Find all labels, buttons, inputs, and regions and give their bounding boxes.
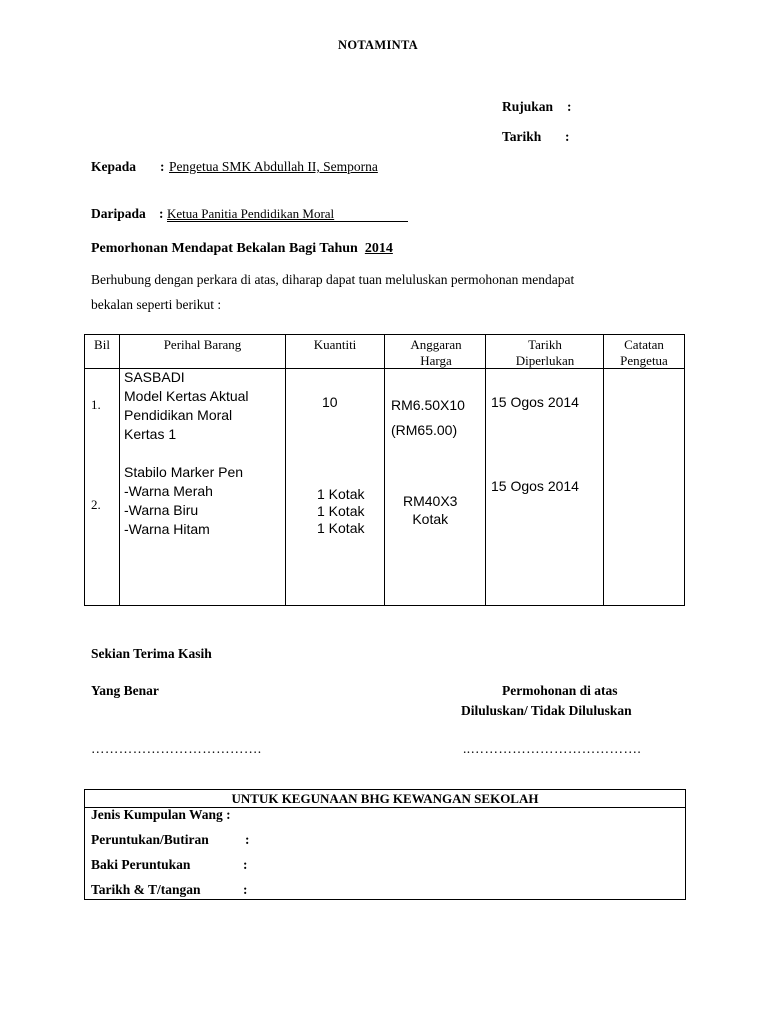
finance-box xyxy=(84,789,686,900)
row1-harga xyxy=(391,393,465,443)
header-catatan: Catatan Pengetua xyxy=(620,337,668,368)
kepada-colon: : xyxy=(160,159,165,174)
finance-title: UNTUK KEGUNAAN BHG KEWANGAN SEKOLAH xyxy=(85,790,685,808)
finance-row-peruntukan: Peruntukan/Butiran xyxy=(91,832,209,847)
finance-row-tarikh: Tarikh & T/tangan xyxy=(91,882,201,897)
daripada-underline xyxy=(167,221,408,222)
approval-line-1: Permohonan di atas xyxy=(502,683,618,698)
kepada-value: Pengetua SMK Abdullah II, Semporna xyxy=(169,159,378,174)
kepada-label: Kepada xyxy=(91,159,137,174)
row2-perihal-line: -Warna Merah xyxy=(124,483,213,499)
table-divider xyxy=(285,335,286,605)
signature-line-left: ………………………………. xyxy=(91,741,262,756)
body-line-1: Berhubung dengan perkara di atas, diharap dapat tuan meluluskan permohonan mendapat xyxy=(91,272,575,287)
finance-row-baki: Baki Peruntukan xyxy=(91,857,191,872)
rujukan-label: Rujukan xyxy=(502,99,554,114)
row1-perihal xyxy=(124,368,249,444)
row2-perihal-line: Stabilo Marker Pen xyxy=(124,464,244,480)
row1-tarikh: 15 Ogos 2014 xyxy=(491,394,579,410)
table-divider xyxy=(119,335,120,605)
row1-perihal-line: SASBADI xyxy=(124,369,185,385)
document-title: NOTAMINTA xyxy=(338,38,419,52)
row2-kuantiti-line: 1 Kotak xyxy=(317,486,365,502)
table-divider xyxy=(485,335,486,605)
finance-row-peruntukan-colon: : xyxy=(245,832,250,847)
closing-text: Sekian Terima Kasih xyxy=(91,646,212,661)
tarikh-label: Tarikh xyxy=(502,129,542,144)
finance-row-baki-colon: : xyxy=(243,857,248,872)
row2-kuantiti-line: 1 Kotak xyxy=(317,520,365,536)
row1-perihal-line: Pendidikan Moral xyxy=(124,407,233,423)
row2-tarikh: 15 Ogos 2014 xyxy=(491,478,579,494)
finance-row-tarikh-colon: : xyxy=(243,882,248,897)
row2-harga-line: Kotak xyxy=(412,511,449,527)
row1-kuantiti: 10 xyxy=(322,394,338,410)
row1-harga-line: RM6.50X10 xyxy=(391,397,465,413)
header-anggaran: Anggaran Harga xyxy=(410,337,462,368)
row2-kuantiti-line: 1 Kotak xyxy=(317,503,365,519)
subject-text: Pemorhonan Mendapat Bekalan Bagi Tahun xyxy=(91,241,358,256)
row2-perihal xyxy=(124,463,243,539)
row2-kuantiti xyxy=(317,486,364,537)
row2-perihal-line: -Warna Hitam xyxy=(124,521,210,537)
daripada-colon: : xyxy=(159,206,164,221)
row2-harga xyxy=(403,492,457,528)
table-divider xyxy=(384,335,385,605)
tarikh-colon: : xyxy=(565,129,570,144)
finance-row-jenis: Jenis Kumpulan Wang : xyxy=(91,807,231,822)
subject-line xyxy=(91,241,393,257)
yang-benar: Yang Benar xyxy=(91,683,159,698)
daripada-value: Ketua Panitia Pendidikan Moral xyxy=(167,206,335,221)
row2-bil: 2. xyxy=(91,497,101,512)
rujukan-colon: : xyxy=(567,99,572,114)
items-table xyxy=(84,334,685,606)
row1-perihal-line: Model Kertas Aktual xyxy=(124,388,249,404)
signature-line-right: ..………………………………. xyxy=(463,741,642,756)
header-bil: Bil xyxy=(94,337,110,352)
daripada-label: Daripada xyxy=(91,206,146,221)
header-tarikh: Tarikh Diperlukan xyxy=(515,337,575,368)
row2-harga-line: RM40X3 xyxy=(403,493,458,509)
row1-perihal-line: Kertas 1 xyxy=(124,426,177,442)
header-kuantiti: Kuantiti xyxy=(313,337,357,352)
subject-year: 2014 xyxy=(364,241,393,256)
row2-perihal-line: -Warna Biru xyxy=(124,502,199,518)
row1-harga-line: (RM65.00) xyxy=(391,422,458,438)
approval-line-2: Diluluskan/ Tidak Diluluskan xyxy=(461,703,632,718)
body-line-2: bekalan seperti berikut : xyxy=(91,297,222,312)
row1-bil: 1. xyxy=(91,397,101,412)
header-perihal: Perihal Barang xyxy=(163,337,242,352)
table-divider xyxy=(603,335,604,605)
